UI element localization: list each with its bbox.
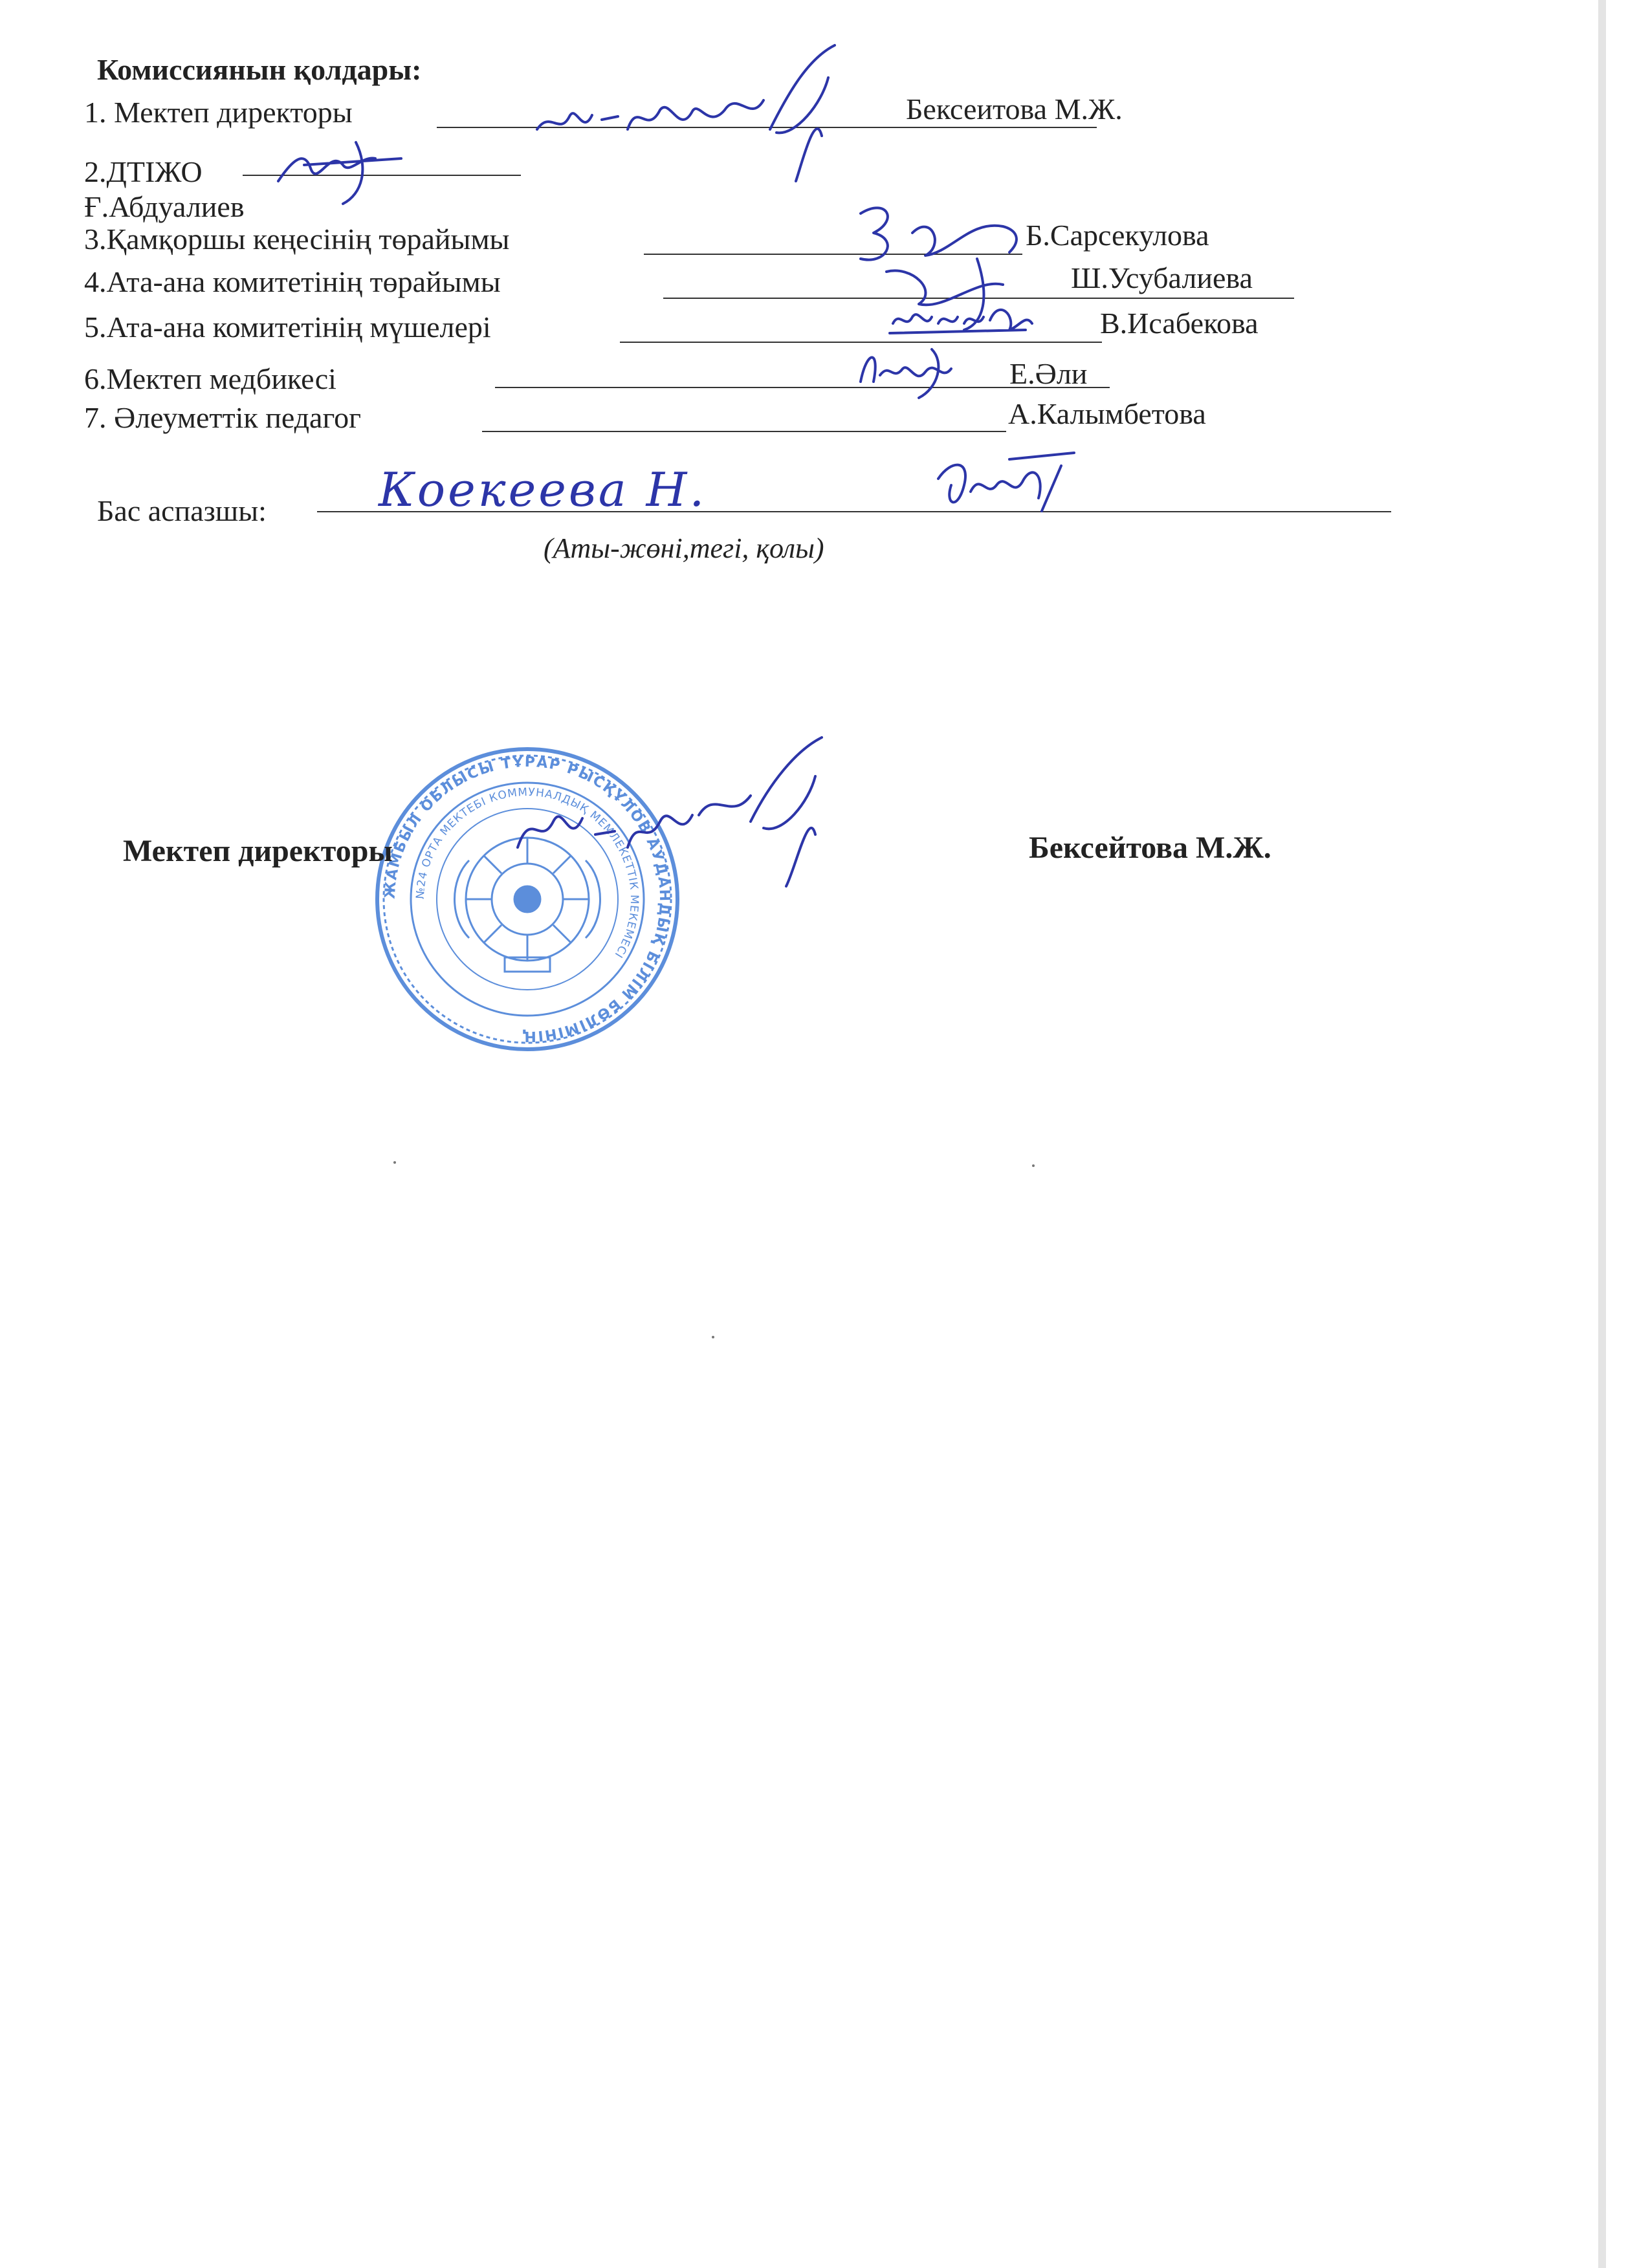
stamp-outer-text: ЖАМБЫЛ ОБЛЫСЫ ТҰРАР РЫСҚҰЛОВ АУДАНДЫҚ БІЛІМ БӨЛІМІНІҢ (382, 754, 673, 1045)
member-name-5: В.Исабекова (1100, 307, 1259, 340)
head-cook-label: Бас аспазшы: (97, 494, 267, 527)
footer-director-name: Бексейтова М.Ж. (1029, 831, 1271, 865)
stamp-inner-text: №24 ОРТА МЕКТЕБІ КОММУНАЛДЫҚ МЕМЛЕКЕТТІК МЕКЕМЕСІ (413, 785, 641, 961)
nurse-signature (854, 336, 984, 401)
footer-director-role: Мектеп директоры (123, 834, 393, 868)
scan-edge-shadow (1598, 0, 1606, 2268)
scan-speck (1032, 1164, 1035, 1167)
member-name-6: Е.Әли (1009, 357, 1088, 390)
footer-director-signature (492, 731, 828, 899)
head-cook-handwritten-name: Коекеева Н. (379, 463, 707, 517)
member-name-3: Б.Сарсекулова (1026, 219, 1209, 252)
director-signature (531, 39, 854, 194)
head-cook-signature (925, 446, 1081, 530)
member-role-7: 7. Әлеуметтік педагог (84, 401, 362, 434)
scan-speck (712, 1336, 714, 1338)
member-role-4: 4.Ата-ана комитетінің төрайымы (84, 265, 501, 298)
member-role-2: 2.ДТІЖО (84, 155, 203, 188)
member-name-7: А.Калымбетова (1008, 397, 1206, 430)
dtizho-signature (265, 129, 408, 207)
name-signature-caption: (Аты-жөні,тегі, қолы) (544, 532, 824, 564)
member-name-2: Ғ.Абдуалиев (84, 190, 245, 223)
scan-speck (393, 1161, 396, 1164)
member-name-4: Ш.Усубалиева (1071, 261, 1253, 294)
member-name-1: Бексеитова М.Ж. (906, 93, 1123, 125)
signature-line-7 (482, 431, 1006, 432)
commission-signatures-heading: Комиссиянын қолдары: (97, 53, 422, 86)
member-role-3: 3.Қамқоршы кеңесінің төрайымы (84, 223, 510, 256)
member-role-6: 6.Мектеп медбикесі (84, 362, 336, 395)
member-role-5: 5.Ата-ана комитетінің мүшелері (84, 311, 491, 343)
member-role-1: 1. Мектеп директоры (84, 96, 353, 129)
